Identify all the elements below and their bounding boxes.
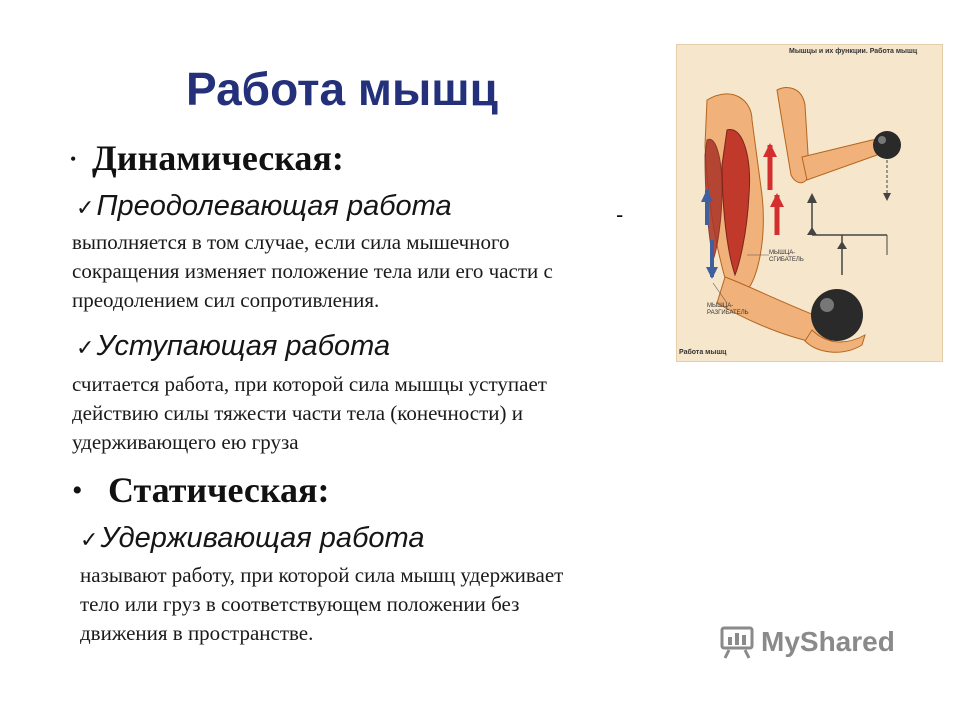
paragraph-overcoming: [72, 228, 553, 315]
paragraph-line: называют работу, при которой сила мышц удерживает: [80, 563, 564, 587]
figure-caption-bottom: Работа мышц: [679, 349, 727, 356]
label-flexor-line1: МЫШЦА-: [769, 250, 796, 256]
check-icon: ✓: [76, 196, 95, 221]
label-extensor-line1: МЫШЦА-: [707, 303, 734, 309]
ball-large: [811, 289, 863, 341]
paragraph-holding: [80, 561, 563, 648]
paragraph-line: действию силы тяжести части тела (конечности) и: [72, 401, 523, 425]
bullet-static: •: [72, 474, 83, 507]
muscle-work-illustration: [676, 44, 943, 362]
paragraph-line: сокращения изменяет положение тела или его части с: [72, 259, 553, 283]
label-flexor-line2: СГИБАТЕЛЬ: [769, 257, 804, 263]
subheading-overcoming: [76, 192, 452, 221]
ball-small: [873, 131, 901, 159]
forearm-small: [802, 140, 882, 180]
bullet-dynamic: •: [70, 149, 77, 169]
watermark-text: MyShared: [761, 626, 895, 657]
subheading-yielding: [76, 332, 390, 361]
paragraph-line: считается работа, при которой сила мышцы уступает: [72, 372, 547, 396]
subheading-holding: [80, 524, 424, 553]
paragraph-line: выполняется в том случае, если сила мышечного: [72, 230, 510, 254]
paragraph-line: преодолением сил сопротивления.: [72, 288, 380, 312]
subheading-yielding-label: Уступающая работа: [96, 330, 391, 362]
paragraph-yielding: [72, 370, 547, 457]
label-extensor-line2: РАЗГИБАТЕЛЬ: [707, 310, 749, 316]
presentation-board-icon: [719, 625, 755, 659]
figure-caption-top: Мышцы и их функции. Работа мышц: [789, 48, 918, 55]
heading-static: Статическая:: [108, 470, 330, 510]
subheading-overcoming-label: Преодолевающая работа: [96, 190, 452, 222]
paragraph-line: тело или груз в соответствующем положении без: [80, 592, 520, 616]
stray-mark: -: [616, 202, 624, 227]
paragraph-line: движения в пространстве.: [80, 621, 314, 645]
check-icon: ✓: [80, 528, 99, 553]
check-icon: ✓: [76, 336, 95, 361]
myshared-logo: [719, 624, 895, 660]
subheading-holding-label: Удерживающая работа: [100, 522, 425, 554]
slide-title: Работа мышц: [186, 63, 498, 115]
paragraph-line: удерживающего ею груза: [72, 430, 299, 454]
heading-dynamic: Динамическая:: [92, 138, 344, 178]
